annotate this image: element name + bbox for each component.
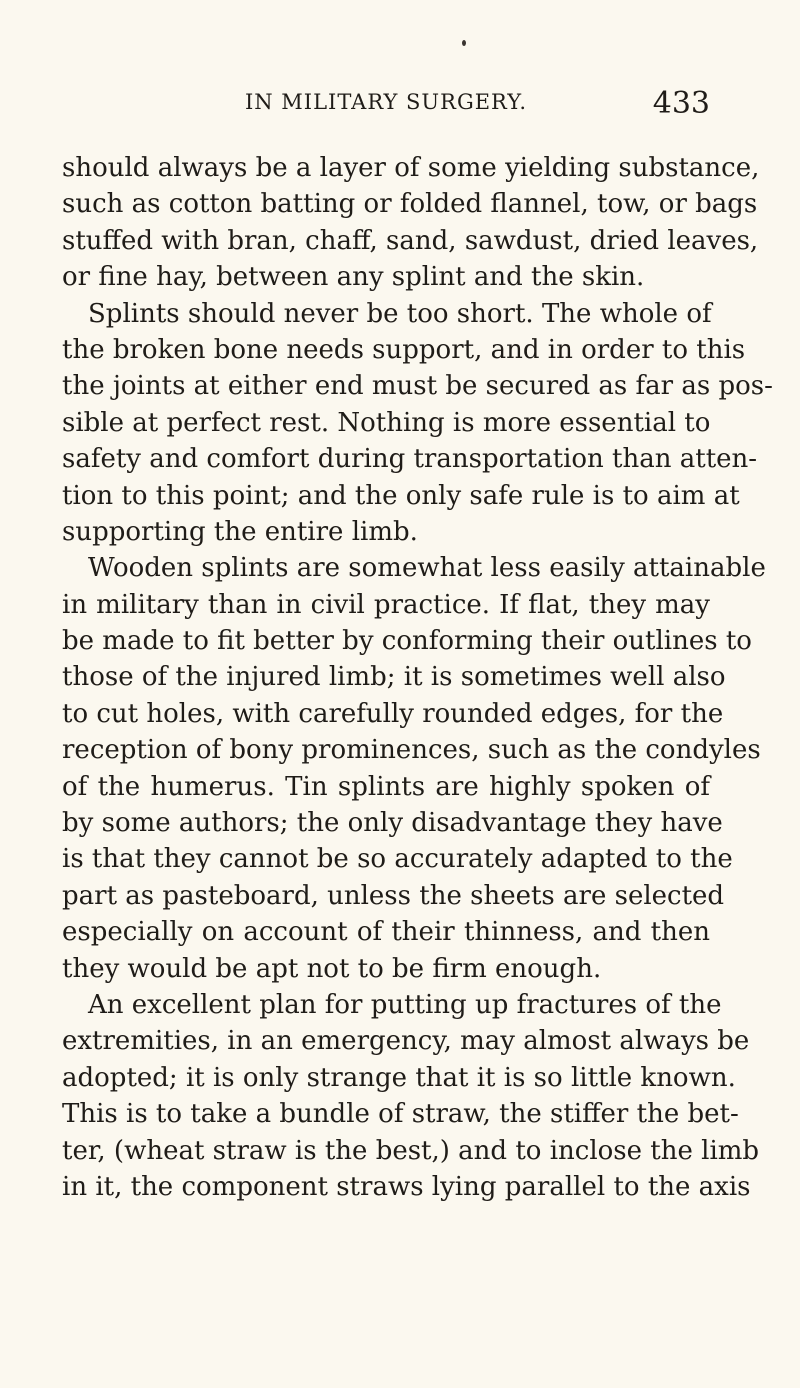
- text-line: they would be apt not to be firm enough.: [62, 953, 602, 984]
- text-line: reception of bony prominences, such as the condyles: [62, 735, 761, 766]
- text-line: is that they cannot be so accurately adapted to the: [62, 844, 733, 875]
- text-line: stuffed with bran, chaff, sand, sawdust, dried leaves,: [62, 225, 759, 256]
- text-line: An excellent plan for putting up fractures of the: [88, 989, 722, 1020]
- text-line: be made to fit better by conforming their outlines to: [62, 626, 752, 657]
- text-line: the joints at either end must be secured as far as pos-: [62, 371, 773, 402]
- text-line: This is to take a bundle of straw, the stiffer the bet-: [62, 1099, 739, 1130]
- text-line: by some authors; the only disadvantage they have: [62, 808, 723, 839]
- text-line: supporting the entire limb.: [62, 516, 418, 547]
- text-line: part as pasteboard, unless the sheets are selected: [62, 880, 725, 911]
- text-line: should always be a layer of some yielding substance,: [62, 153, 760, 183]
- text-line: adopted; it is only strange that it is so little known.: [62, 1062, 736, 1093]
- text-line: sible at perfect rest. Nothing is more essential to: [62, 407, 711, 438]
- running-head: [62, 86, 710, 126]
- text-line: especially on account of their thinness, and then: [62, 917, 710, 948]
- text-line: in it, the component straws lying parallel to the axis: [62, 1171, 751, 1202]
- text-line: ter, (wheat straw is the best,) and to inclose the limb: [62, 1135, 760, 1166]
- text-line: of the humerus. Tin splints are highly spoken of: [62, 771, 710, 802]
- text-line: those of the injured limb; it is sometimes well also: [62, 662, 726, 693]
- text-line: tion to this point; and the only safe rule is to aim at: [62, 480, 740, 511]
- text-line: Wooden splints are somewhat less easily attainable: [88, 553, 766, 584]
- text-line: extremities, in an emergency, may almost always be: [62, 1026, 750, 1057]
- text-line: such as cotton batting or folded flannel, tow, or bags: [62, 189, 758, 220]
- text-line: the broken bone needs support, and in order to this: [62, 334, 746, 365]
- page-number: 433: [652, 86, 710, 121]
- ink-speck: [462, 40, 466, 46]
- body-text: [62, 150, 773, 1205]
- text-line: in military than in civil practice. If flat, they may: [62, 589, 710, 620]
- text-line: to cut holes, with carefully rounded edges, for the: [62, 698, 724, 729]
- text-line: safety and comfort during transportation than atten-: [62, 444, 758, 475]
- running-title: IN MILITARY SURGERY.: [244, 90, 528, 114]
- text-line: or fine hay, between any splint and the skin.: [62, 262, 645, 293]
- text-line: Splints should never be too short. The whole of: [88, 298, 712, 329]
